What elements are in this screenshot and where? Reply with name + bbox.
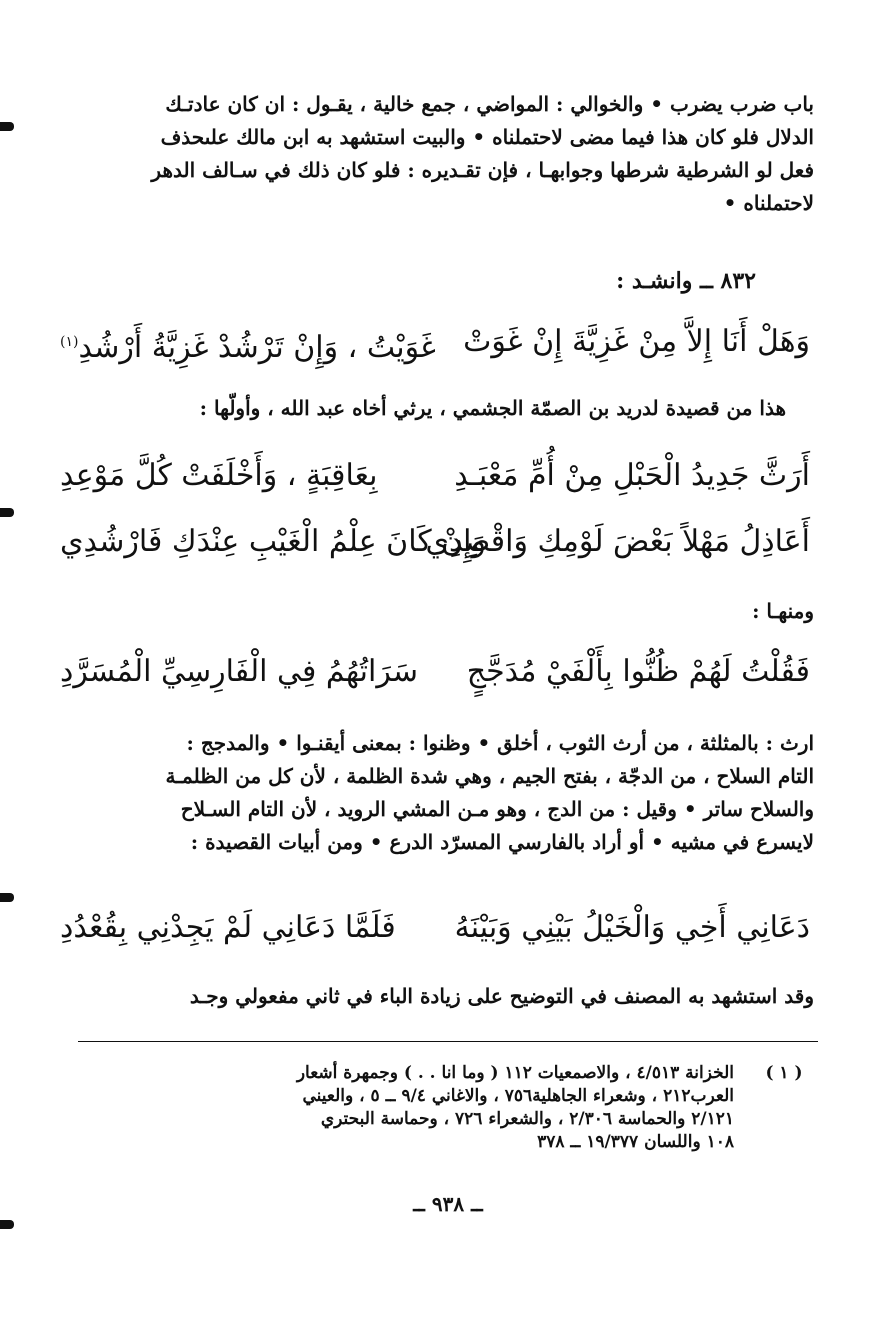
verse-first-hemistich: أَرَثَّ جَدِيدُ الْحَبْلِ مِنْ أُمِّ مَعْبَـدِ [454,458,810,493]
footnote-number: ( ١ ) [765,1063,803,1083]
text-line: فعل لو الشرطية شرطها وجوابهـا ، فإن تقـديره : فلو كان ذلك في سـالف الدهر [151,158,814,182]
verse-first-hemistich: أَعَاذِلُ مَهْلاً بَعْضَ لَوْمِكِ وَاقْصِدِي [425,524,810,559]
footnote-line: ١٠٨ واللسان ١٩/٣٧٧ ــ ٣٧٨ [537,1132,734,1152]
verse-second-hemistich: سَرَاتُهُمُ فِي الْفَارِسِيِّ الْمُسَرَّدِ [60,654,419,689]
explanation-paragraph [84,727,814,859]
qasida-intro: هذا من قصيدة لدريد بن الصمّة الجشمي ، يرثي أخاه عبد الله ، وأولّها : [199,396,786,420]
verse-text: غَوَيْتُ ، وَإِنْ تَرْشُدْ غَزِيَّةُ أَرْشُدِ [78,330,436,365]
edge-mark [0,1220,14,1229]
verse-second-hemistich: وَإِنْ كَانَ عِلْمُ الْغَيْبِ عِنْدَكِ فَارْشُدِي [60,524,487,559]
page-number: ــ ٩٣٨ ــ [413,1192,483,1216]
poem-heading: ٨٣٢ ــ وانشـد : [616,268,756,294]
closing-line: وقد استشهد به المصنف في التوضيح على زيادة الباء في ثاني مفعولي وجـد [189,984,814,1008]
verse [60,902,810,958]
text-line: الدلال فلو كان هذا فيما مضى لاحتملناه • والبيت استشهد به ابن مالك علىحذف [160,125,814,149]
text-line: لايسرع في مشيه • أو أراد بالفارسي المسرّد الدرع • ومن أبيات القصيدة : [190,830,814,854]
text-line: باب ضرب يضرب • والخوالي : المواضي ، جمع خالية ، يقـول : ان كان عادتـك [165,92,814,116]
footnote [84,1062,814,1158]
verse-first-hemistich: دَعَانِي أَخِي وَالْخَيْلُ بَيْنِي وَبَيْنَهُ [454,910,810,945]
verse [60,646,810,702]
text-line: ارث : بالمثلثة ، من أرث الثوب ، أخلق • وظنوا : بمعنى أيقنـوا • والمدجج : [186,731,814,755]
footnote-line: العرب٢١٢ ، وشعراء الجاهلية٧٥٦ ، والاغاني ٩/٤ ــ ٥ ، والعيني [302,1086,734,1106]
verse-second-hemistich: فَلَمَّا دَعَانِي لَمْ يَجِدْنِي بِقُعْدُدِ [60,910,396,945]
verse [60,316,810,372]
verse-first-hemistich: وَهَلْ أَنَا إِلاَّ مِنْ غَزِيَّةَ إِنْ غَوَتْ [463,324,810,359]
minha-label: ومنهـا : [752,599,814,623]
verse-second-hemistich [60,316,436,374]
verse [60,516,810,572]
text-line: والسلاح ساتر • وقيل : من الدج ، وهو مـن المشي الرويد ، لأن التام السـلاح [180,797,814,821]
footnote-line: الخزانة ٤/٥١٣ ، والاصمعيات ١١٢ ( وما انا . . ) وجمهرة أشعار [296,1063,734,1083]
intro-paragraph [84,88,814,220]
verse-second-hemistich: بِعَاقِبَةٍ ، وَأَخْلَفَتْ كُلَّ مَوْعِدِ [60,458,378,493]
edge-mark [0,893,14,902]
footnote-ref: (١) [60,334,79,350]
footnote-text [84,1062,734,1154]
text-line: لاحتملناه • [723,191,814,215]
verse [60,450,810,506]
footnote-line: ٢/١٢١ والحماسة ٢/٣٠٦ ، والشعراء ٧٢٦ ، وحماسة البحتري [320,1109,734,1129]
edge-mark [0,122,14,131]
text-line: التام السلاح ، من الدجّة ، بفتح الجيم ، وهي شدة الظلمة ، لأن كل من الظلمـة [165,764,814,788]
footnote-separator [78,1041,818,1042]
verse-first-hemistich: فَقُلْتُ لَهُمْ ظُنُّوا بِأَلْفَيْ مُدَجَّجٍ [466,654,810,689]
edge-mark [0,508,14,517]
